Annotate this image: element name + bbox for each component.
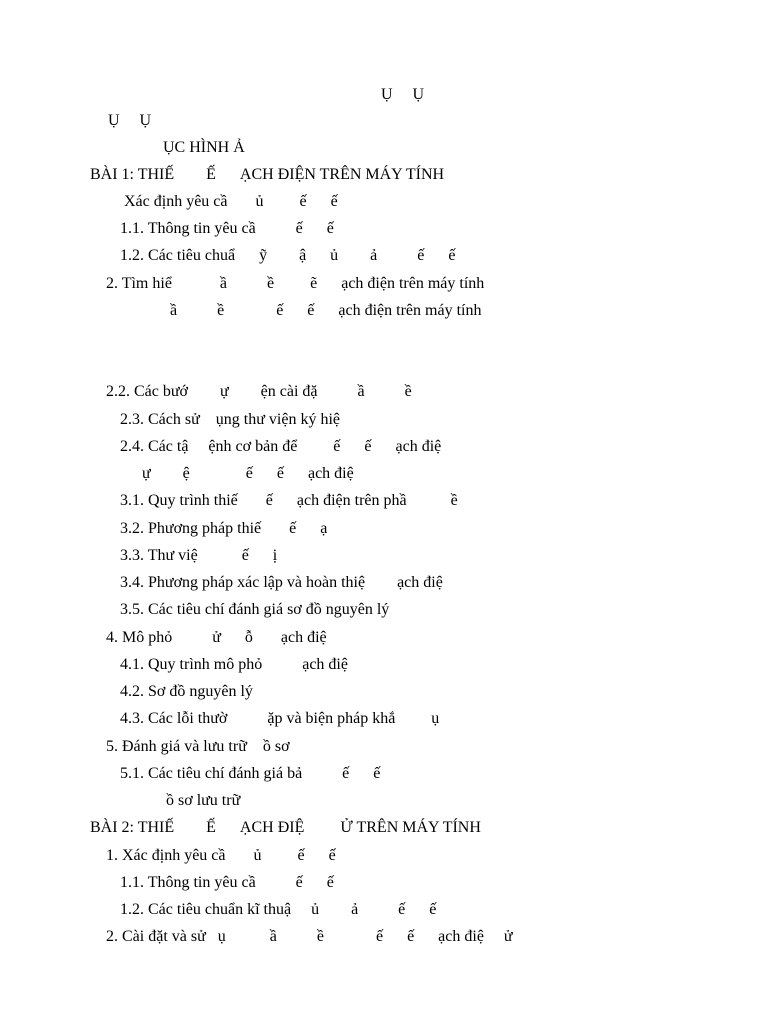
toc-item: 3.3. Thư việ ế ị [120,547,278,564]
toc-item: 3.2. Phương pháp thiế ế ạ [120,520,328,537]
toc-item: 3.4. Phương pháp xác lập và hoàn thiệ ạch điệ [120,574,443,591]
toc-item: 2.4. Các tậ ệnh cơ bản để ế ế ạch điệ [120,438,442,455]
toc-item: 2.3. Cách sử ụng thư viện ký hiệ [120,411,340,428]
toc-item: 4. Mô phỏ ử ỗ ạch điệ [106,629,327,646]
section-title: ỤC HÌNH Ả [163,139,245,156]
lesson-heading: BÀI 2: THIẾ Ế ẠCH ĐIỆ Ử TRÊN MÁY TÍNH [90,819,481,836]
toc-item: 1. Xác định yêu cầ ủ ế ế [106,847,336,864]
toc-item: 1.2. Các tiêu chuẩn kĩ thuậ ủ ả ế ế [120,901,437,918]
header-line: Ụ Ụ [108,112,152,129]
toc-item: 2. Cài đặt và sử ụ ầ ề ế ế ạch điệ ử [106,928,513,945]
toc-item: ầ ề ế ế ạch điện trên máy tính [170,302,482,319]
toc-item: 4.3. Các lỗi thườ ặp và biện pháp khắ ụ [120,710,440,727]
header-line: Ụ Ụ [381,86,425,103]
toc-item: 1.1. Thông tin yêu cầ ế ế [120,220,334,237]
toc-item: ự ệ ế ế ạch điệ [142,465,354,482]
toc-item: 2. Tìm hiể ầ ề ẽ ạch điện trên máy tính [106,275,485,292]
toc-item: 4.2. Sơ đồ nguyên lý [120,683,253,700]
toc-item: 3.1. Quy trình thiế ế ạch điện trên phầ ề [120,492,458,509]
toc-item: 5. Đánh giá và lưu trữ ồ sơ [106,738,290,755]
toc-item: 5.1. Các tiêu chí đánh giá bả ế ế [120,765,381,782]
toc-item: 1.2. Các tiêu chuẩ ỹ ậ ủ ả ế ế [120,247,456,264]
toc-item: ồ sơ lưu trữ [166,792,241,809]
toc-item: 3.5. Các tiêu chí đánh giá sơ đồ nguyên lý [120,601,390,618]
toc-item: 1.1. Thông tin yêu cầ ế ế [120,874,334,891]
lesson-heading: BÀI 1: THIẾ Ế ẠCH ĐIỆN TRÊN MÁY TÍNH [90,166,445,183]
toc-item: Xác định yêu cầ ủ ế ế [124,193,338,210]
toc-item: 4.1. Quy trình mô phỏ ạch điệ [120,656,348,673]
toc-item: 2.2. Các bướ ự ện cài đặ ầ ề [106,383,412,400]
